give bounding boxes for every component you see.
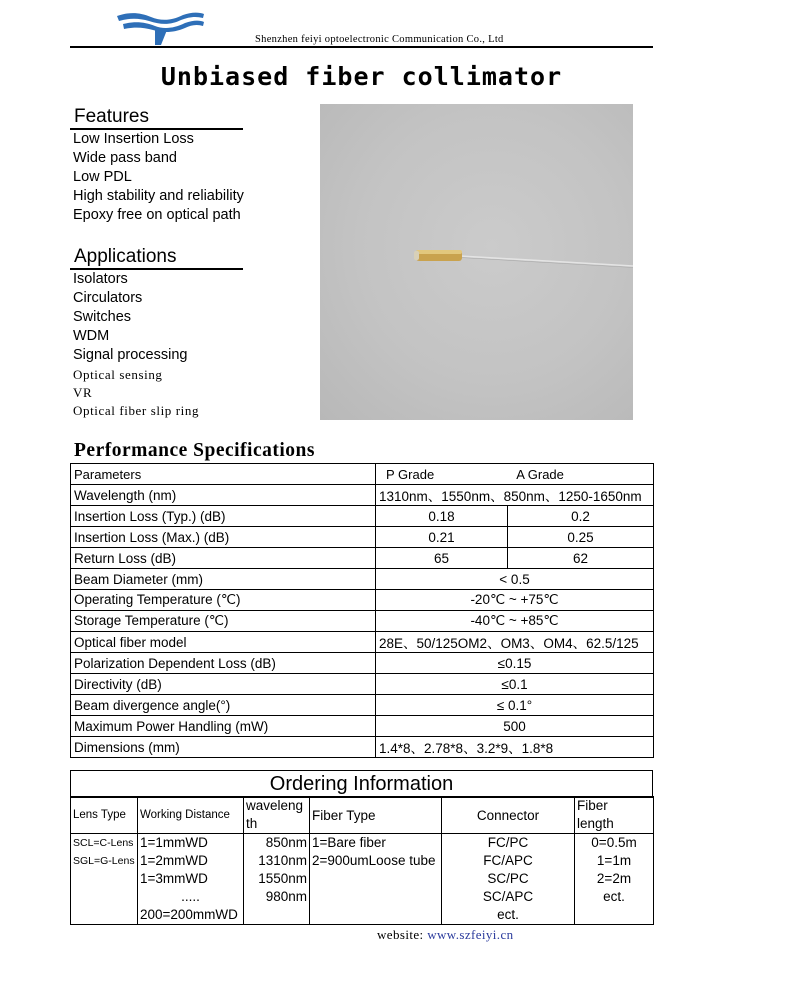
option-item: 1=2mmWD	[140, 853, 208, 868]
ordering-header-row	[71, 797, 654, 834]
param-label: Beam Diameter (mm)	[71, 569, 376, 590]
header-param: Parameters	[71, 464, 376, 485]
product-photo	[320, 104, 633, 420]
param-label: Polarization Dependent Loss (dB)	[71, 653, 376, 674]
option-item: ect.	[497, 907, 519, 922]
param-value: 1310nm、1550nm、850nm、1250-1650nm	[376, 485, 654, 506]
option-item: 2=900umLoose tube	[312, 853, 436, 868]
param-value-p-grade: 65	[376, 548, 508, 569]
application-extra-item: Optical sensing	[73, 367, 163, 382]
table-row	[71, 611, 654, 632]
company-logo	[115, 10, 205, 46]
col-lens-type: Lens Type	[71, 797, 138, 834]
option-item: 1=1mmWD	[140, 835, 208, 850]
ordering-values-row	[71, 834, 654, 925]
option-item: 850nm	[265, 835, 307, 850]
company-name: Shenzhen feiyi optoelectronic Communication Co., Ltd	[255, 34, 504, 45]
length-options	[575, 834, 654, 925]
ordering-heading-table	[70, 770, 653, 798]
option-item: 1=1m	[596, 853, 632, 868]
table-row	[71, 653, 654, 674]
option-item: 1550nm	[258, 871, 307, 886]
param-value: < 0.5	[376, 569, 654, 590]
col-wavelength-line2: th	[246, 816, 258, 831]
param-value: ≤0.1	[376, 674, 654, 695]
option-item: 2=2m	[596, 871, 632, 886]
header-a-grade: A Grade	[516, 466, 564, 482]
feature-item: Wide pass band	[73, 150, 177, 166]
application-item: Switches	[73, 309, 132, 325]
table-header-row	[71, 464, 654, 485]
table-row	[71, 695, 654, 716]
header-grades	[376, 464, 654, 485]
param-value-a-grade: 62	[508, 548, 654, 569]
param-value: -20℃ ~ +75℃	[376, 590, 654, 611]
table-row	[71, 548, 654, 569]
applications-heading: Applications	[74, 246, 177, 267]
param-value: 1.4*8、2.78*8、3.2*9、1.8*8	[376, 737, 654, 758]
table-row	[71, 632, 654, 653]
option-item: .....	[181, 889, 200, 904]
feature-item: Epoxy free on optical path	[73, 207, 241, 223]
option-item: FC/PC	[487, 835, 529, 850]
option-item: SCL=C-Lens	[73, 837, 134, 849]
table-row	[71, 527, 654, 548]
applications-list	[73, 270, 187, 365]
col-fiber-type: Fiber Type	[310, 797, 442, 834]
wavelength-options	[244, 834, 310, 925]
table-row	[71, 674, 654, 695]
header-p-grade: P Grade	[386, 466, 435, 482]
application-extra-item: VR	[73, 385, 93, 400]
param-label: Optical fiber model	[71, 632, 376, 653]
application-item: Isolators	[73, 271, 128, 287]
table-row	[71, 716, 654, 737]
distance-options	[138, 834, 244, 925]
fiber-options	[310, 834, 442, 925]
option-item: 1310nm	[258, 853, 307, 868]
ordering-heading: Ordering Information	[71, 771, 653, 798]
col-connector: Connector	[442, 797, 575, 834]
param-value: ≤0.15	[376, 653, 654, 674]
option-item: 200=200mmWD	[140, 907, 238, 922]
col-fiber-length	[575, 797, 654, 834]
ordering-table	[70, 796, 654, 925]
option-item: 0=0.5m	[591, 835, 637, 850]
param-value: 28E、50/125OM2、OM3、OM4、62.5/125	[376, 632, 654, 653]
application-item: Signal processing	[73, 347, 188, 363]
features-list	[73, 130, 244, 225]
table-row	[71, 569, 654, 590]
col-wavelength-line1: waveleng	[246, 798, 304, 813]
website-footer	[377, 927, 514, 943]
page-title: Unbiased fiber collimator	[160, 62, 563, 91]
collimator-image	[320, 104, 633, 420]
option-item: 1=Bare fiber	[312, 835, 386, 850]
param-label: Operating Temperature (℃)	[71, 590, 376, 611]
website-link[interactable]: www.szfeiyi.cn	[427, 927, 514, 942]
param-label: Wavelength (nm)	[71, 485, 376, 506]
param-value: ≤ 0.1°	[376, 695, 654, 716]
table-row	[71, 506, 654, 527]
option-item: SC/APC	[482, 889, 534, 904]
connector-options	[442, 834, 575, 925]
col-wavelength	[244, 797, 310, 834]
param-label: Beam divergence angle(°)	[71, 695, 376, 716]
header-divider	[70, 46, 653, 48]
performance-table	[70, 463, 654, 758]
param-label: Return Loss (dB)	[71, 548, 376, 569]
option-item: SC/PC	[487, 871, 529, 886]
param-value-a-grade: 0.2	[508, 506, 654, 527]
col-length-line1: Fiber	[577, 798, 608, 813]
option-item: 980nm	[265, 889, 307, 904]
param-value-p-grade: 0.21	[376, 527, 508, 548]
application-extra-item: Optical fiber slip ring	[73, 403, 200, 418]
param-label: Insertion Loss (Typ.) (dB)	[71, 506, 376, 527]
table-row	[71, 590, 654, 611]
feature-item: High stability and reliability	[73, 188, 244, 204]
param-value: 500	[376, 716, 654, 737]
applications-extra-list	[73, 366, 199, 420]
param-value-p-grade: 0.18	[376, 506, 508, 527]
param-label: Directivity (dB)	[71, 674, 376, 695]
param-label: Dimensions (mm)	[71, 737, 376, 758]
col-length-line2: length	[577, 816, 614, 831]
param-value-a-grade: 0.25	[508, 527, 654, 548]
param-label: Insertion Loss (Max.) (dB)	[71, 527, 376, 548]
param-label: Storage Temperature (℃)	[71, 611, 376, 632]
col-working-distance: Working Distance	[138, 797, 244, 834]
param-label: Maximum Power Handling (mW)	[71, 716, 376, 737]
website-label: website:	[377, 927, 424, 942]
application-item: Circulators	[73, 290, 143, 306]
table-row	[71, 737, 654, 758]
feature-item: Low PDL	[73, 169, 132, 185]
features-heading: Features	[74, 106, 149, 127]
feature-item: Low Insertion Loss	[73, 131, 194, 147]
option-item: FC/APC	[483, 853, 533, 868]
option-item: ect.	[603, 889, 625, 904]
lens-options	[71, 834, 138, 925]
option-item: SGL=G-Lens	[73, 855, 135, 867]
application-item: WDM	[73, 328, 110, 344]
option-item: 1=3mmWD	[140, 871, 208, 886]
performance-heading: Performance Specifications	[74, 440, 315, 461]
table-row	[71, 485, 654, 506]
param-value: -40℃ ~ +85℃	[376, 611, 654, 632]
